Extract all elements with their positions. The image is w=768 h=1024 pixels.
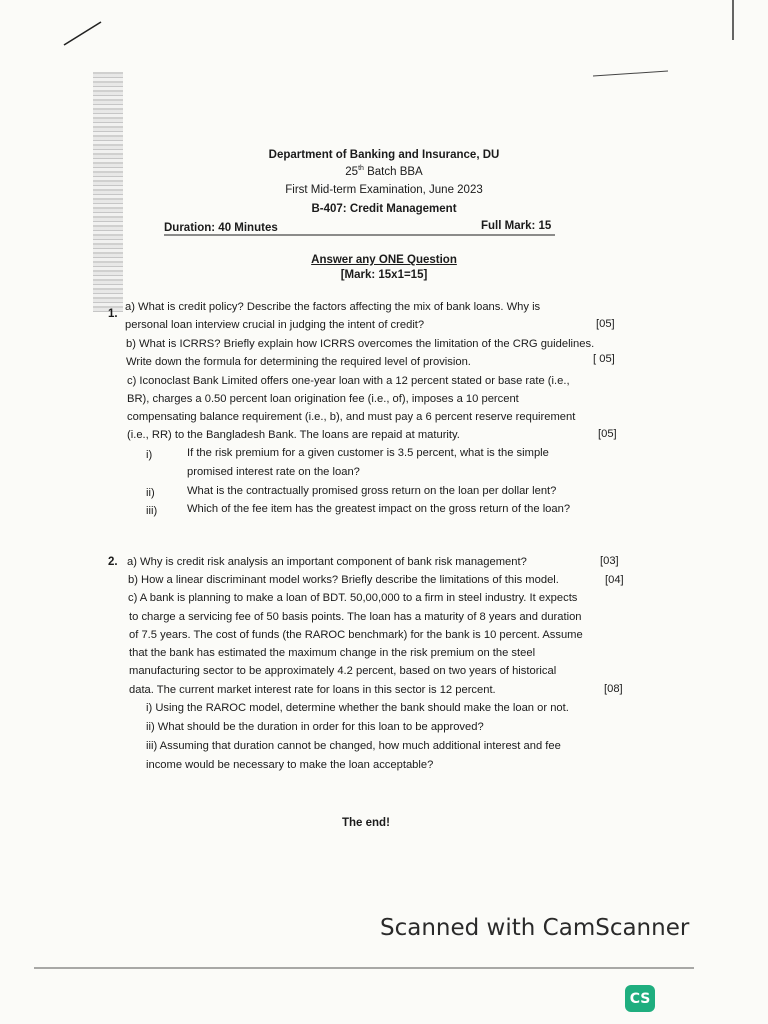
q1-line: (i.e., RR) to the Bangladesh Bank. The loans are repaid at maturity.	[127, 429, 460, 441]
q2-line: that the bank has estimated the maximum change in the risk premium on the steel	[129, 647, 536, 659]
q1-sub-text: What is the contractually promised gross return on the loan per dollar lent?	[187, 485, 557, 497]
the-end: The end!	[342, 817, 390, 829]
exam-heading: First Mid-term Examination, June 2023	[285, 184, 483, 196]
q2-line: a) Why is credit risk analysis an important component of bank risk management?	[127, 556, 527, 568]
q1a-mark: [05]	[596, 318, 615, 330]
department-heading: Department of Banking and Insurance, DU	[268, 149, 500, 161]
q2-line: b) How a linear discriminant model works? Briefly describe the limitations of this model.	[128, 574, 559, 586]
q1-line: personal loan interview crucial in judging the intent of credit?	[125, 319, 425, 331]
q1-sub-num: iii)	[146, 505, 158, 517]
q1-sub-text: promised interest rate on the loan?	[187, 466, 360, 478]
q2-sub-text: i) Using the RAROC model, determine whether the bank should make the loan or not.	[146, 702, 569, 714]
batch-number: 25	[345, 165, 359, 178]
mark-scheme: [Mark: 15x1=15]	[340, 269, 428, 281]
q2-line: data. The current market interest rate for loans in this sector is 12 percent.	[129, 684, 496, 696]
q1-number: 1.	[108, 308, 118, 320]
q1-sub-num: ii)	[146, 487, 155, 499]
pen-stroke-mark	[64, 22, 101, 45]
course-heading: B-407: Credit Management	[311, 203, 457, 215]
q1-line: b) What is ICRRS? Briefly explain how ICRRS overcomes the limitation of the CRG guidelines.	[126, 338, 595, 350]
q1c-mark: [05]	[598, 428, 617, 440]
q1-line: a) What is credit policy? Describe the factors affecting the mix of bank loans. Why is	[125, 301, 541, 313]
q2-line: manufacturing sector to be approximately 4.2 percent, based on two years of historical	[129, 665, 557, 677]
q1-line: c) Iconoclast Bank Limited offers one-year loan with a 12 percent stated or base rate (i.e.,	[127, 375, 570, 387]
q2b-mark: [04]	[605, 574, 624, 586]
camscanner-watermark: Scanned with CamScanner	[380, 915, 690, 941]
q2c-mark: [08]	[604, 683, 623, 695]
q2-line: of 7.5 years. The cost of funds (the RAROC benchmark) for the bank is 10 percent. Assume	[129, 629, 583, 641]
q1-line: BR), charges a 0.50 percent loan origination fee (i.e., of), imposes a 10 percent	[127, 393, 519, 405]
batch-superscript: th	[358, 165, 364, 172]
q2-sub-text: iii) Assuming that duration cannot be changed, how much additional interest and fee	[146, 740, 561, 752]
q1-sub-num: i)	[146, 449, 153, 461]
q2-line: c) A bank is planning to make a loan of BDT. 50,00,000 to a firm in steel industry. It expects	[128, 592, 578, 604]
q1-sub-text: Which of the fee item has the greatest impact on the gross return of the loan?	[187, 503, 571, 515]
q2-sub-text: ii) What should be the duration in order for this loan to be approved?	[146, 721, 484, 733]
q2a-mark: [03]	[600, 555, 619, 567]
q2-line: to charge a servicing fee of 50 basis points. The loan has a maturity of 8 years and duration	[129, 611, 582, 623]
instruction: Answer any ONE Question	[311, 254, 457, 266]
duration-label: Duration: 40 Minutes	[164, 222, 278, 234]
q1-line: compensating balance requirement (i.e., b), and must pay a 6 percent reserve requirement	[127, 411, 576, 423]
q1-line: Write down the formula for determining the required level of provision.	[126, 356, 471, 368]
q2-sub-text: income would be necessary to make the loan acceptable?	[146, 759, 434, 771]
camscanner-logo: CS	[625, 985, 655, 1012]
scan-line-mark	[593, 71, 668, 76]
q1-sub-text: If the risk premium for a given customer is 3.5 percent, what is the simple	[187, 447, 549, 459]
q1b-mark: [ 05]	[593, 353, 615, 365]
q2-number: 2.	[108, 556, 118, 568]
batch-heading	[0, 165, 768, 178]
batch-label: Batch BBA	[363, 165, 423, 178]
full-mark-label: Full Mark: 15	[481, 220, 552, 232]
